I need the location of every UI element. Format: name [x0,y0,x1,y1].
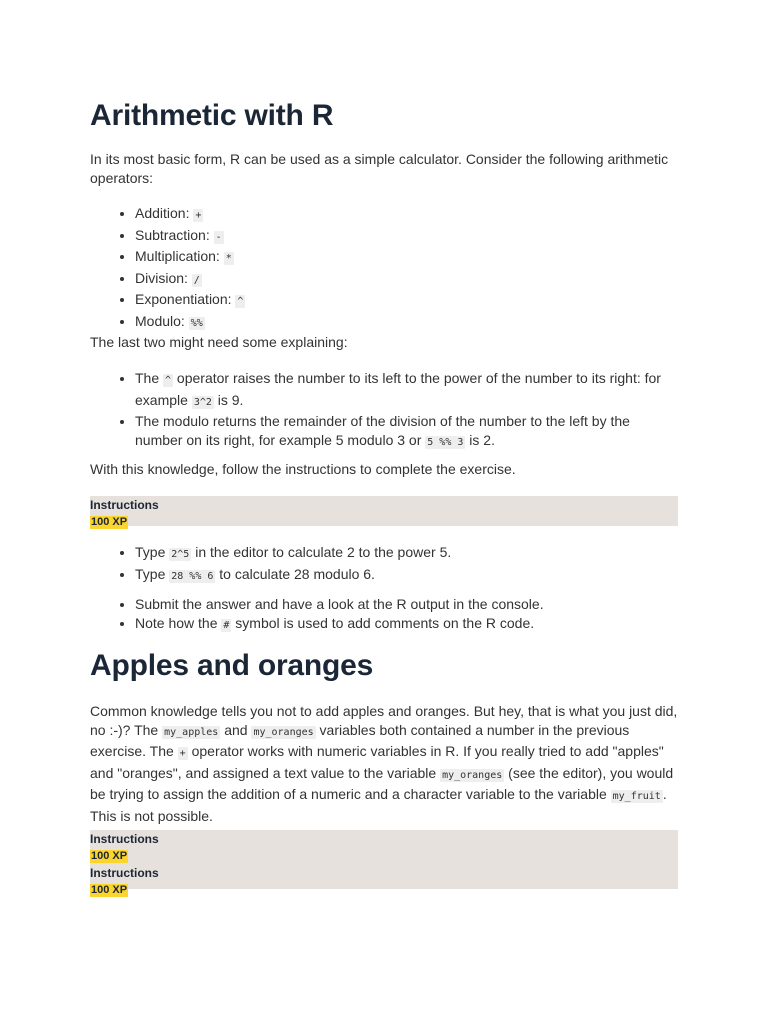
inline-code: * [225,253,232,264]
page-title: Arithmetic with R [90,99,334,132]
closing-paragraph: With this knowledge, follow the instructions to complete the exercise. [90,461,516,477]
inline-code: / [193,274,200,286]
inline-code: + [195,210,202,221]
xp-badge: 100 XP [91,516,128,528]
inline-code: 3^2 [193,396,212,408]
instructions-group [90,866,678,898]
instructions-box [90,496,678,526]
inline-code: + [179,748,186,759]
xp-badge: 100 XP [91,884,128,896]
list-item: • Exponentiation: ^ [135,290,678,312]
xp-badge: 100 XP [91,850,128,862]
list-item: • Type 28 %% 6 to calculate 28 modulo 6. [135,565,678,587]
inline-code: my_oranges [442,769,503,781]
section-title: Apples and oranges [90,649,374,682]
list-item: • The modulo returns the remainder of the division of the number to the left by the number on its right, for example 5 modulo 3 or 5 %% 3 is 2. [135,412,678,452]
inline-code: my_oranges [253,726,314,738]
list-item: • Modulo: %% [135,312,678,334]
inline-code: # [223,619,230,631]
list-item: • Multiplication: * [135,247,678,269]
inline-code: - [215,231,222,243]
apples-paragraph: Common knowledge tells you not to add apples and oranges. But hey, that is what you just did, no :-)? The my_apples and my_oranges variables both contained a number in the previous exercise. The + operator works with numeric variables in R. If you really tried to add "apples" and "oranges", and assigned a text value to the variable my_oranges (see the editor), you would be trying to assign the addition of a numeric and a character variable to the variable my_fruit . This is not possible. [90,703,678,824]
inline-code: my_fruit [612,791,661,802]
inline-code: my_apples [164,726,219,738]
inline-code: ^ [165,375,172,386]
list-item: • Submit the answer and have a look at the R output in the console. [135,595,678,614]
list-item: • Division: / [135,269,678,291]
list-item: • The ^ operator raises the number to its left to the power of the number to its right: for example 3^2 is 9. [135,369,678,412]
inline-code: 5 %% 3 [427,436,464,448]
explain-intro: The last two might need some explaining: [90,334,348,350]
inline-code: 2^5 [171,549,190,560]
inline-code: %% [190,317,203,329]
list-item: • Note how the # symbol is used to add comments on the R code. [135,614,678,636]
steps-list [90,543,678,586]
instructions-box [90,830,678,896]
notes-list [90,595,678,635]
instructions-group [90,832,678,864]
instructions-label: Instructions [90,832,159,846]
list-item: • Subtraction: - [135,226,678,248]
inline-code: ^ [237,296,244,307]
explain-list [90,369,678,452]
list-item: • Type 2^5 in the editor to calculate 2 to the power 5. [135,543,678,565]
inline-code: 28 %% 6 [171,570,214,582]
intro-paragraph: In its most basic form, R can be used as a simple calculator. Consider the following arithmetic operators: [90,151,669,186]
operators-list [90,204,678,333]
list-item: • Addition: + [135,204,678,226]
instructions-label: Instructions [90,498,159,512]
instructions-label: Instructions [90,866,159,880]
